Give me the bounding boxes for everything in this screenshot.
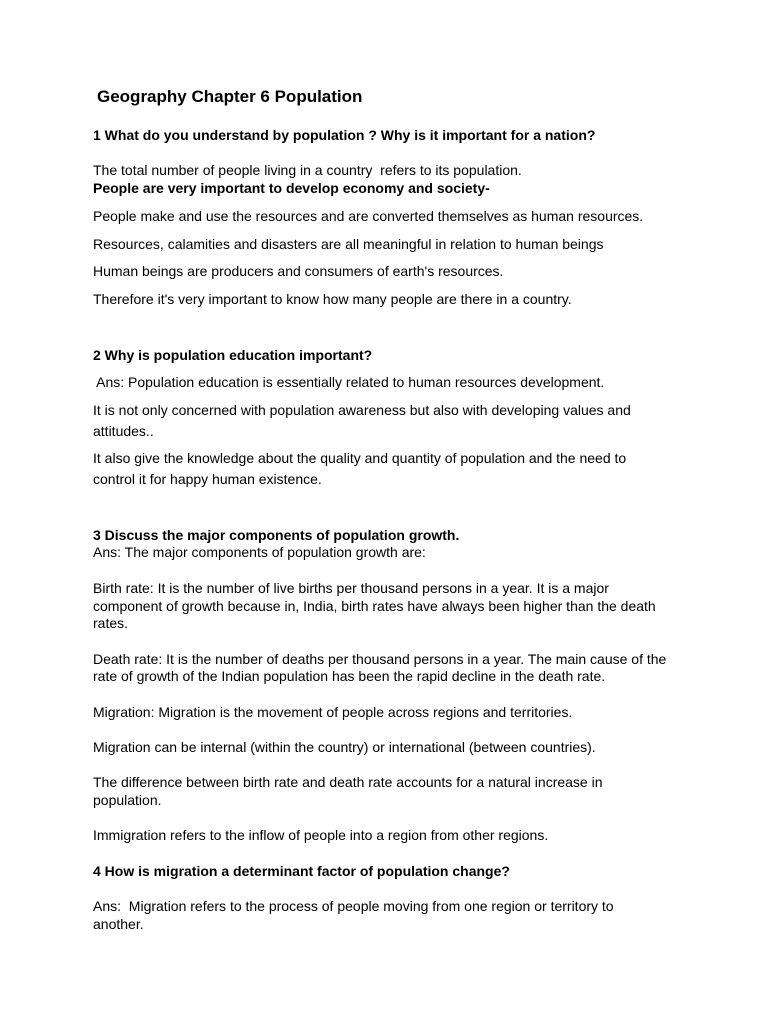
q2-answer: Ans: Population education is essentially related to human resources development. (93, 374, 605, 390)
birth-rate-line: component of growth because in, India, birth rates have always been higher than the death (93, 598, 656, 614)
q3-answer: Ans: The major components of population growth are: (93, 544, 426, 560)
q4-answer-line: another. (93, 916, 144, 932)
q1-point: Human beings are producers and consumers of earth's resources. (93, 263, 504, 279)
natural-increase-line: population. (93, 792, 162, 808)
question-2: 2 Why is population education important? (93, 347, 373, 363)
q2-paragraph-line: attitudes.. (93, 423, 154, 439)
migration-types: Migration can be internal (within the country) or international (between countries). (93, 739, 596, 755)
q1-point: Resources, calamities and disasters are all meaningful in relation to human beings (93, 236, 604, 252)
q2-paragraph-line: It is not only concerned with population awareness but also with developing values and (93, 402, 631, 418)
immigration-line: Immigration refers to the inflow of people into a region from other regions. (93, 827, 549, 843)
death-rate-line: rate of growth of the Indian population has been the rapid decline in the death rate. (93, 668, 606, 684)
q1-subheading: People are very important to develop economy and society- (93, 180, 490, 196)
death-rate-line: Death rate: It is the number of deaths per thousand persons in a year. The main cause of the (93, 651, 667, 667)
natural-increase-line: The difference between birth rate and death rate accounts for a natural increase in (93, 774, 603, 790)
question-1: 1 What do you understand by population ? Why is it important for a nation? (93, 127, 596, 143)
q4-answer-line: Ans: Migration refers to the process of people moving from one region or territory to (93, 898, 614, 914)
birth-rate-line: Birth rate: It is the number of live births per thousand persons in a year. It is a major (93, 580, 609, 596)
question-4: 4 How is migration a determinant factor of population change? (93, 863, 510, 879)
q1-answer-line: The total number of people living in a country refers to its population. (93, 162, 522, 178)
q1-point: Therefore it's very important to know how many people are there in a country. (93, 291, 572, 307)
q2-paragraph-line: It also give the knowledge about the quality and quantity of population and the need to (93, 450, 627, 466)
q2-paragraph-line: control it for happy human existence. (93, 471, 322, 487)
migration-definition: Migration: Migration is the movement of people across regions and territories. (93, 704, 573, 720)
page-title: Geography Chapter 6 Population (97, 87, 363, 106)
q1-point: People make and use the resources and are converted themselves as human resources. (93, 208, 644, 224)
birth-rate-line: rates. (93, 615, 129, 631)
question-3: 3 Discuss the major components of population growth. (93, 527, 460, 543)
